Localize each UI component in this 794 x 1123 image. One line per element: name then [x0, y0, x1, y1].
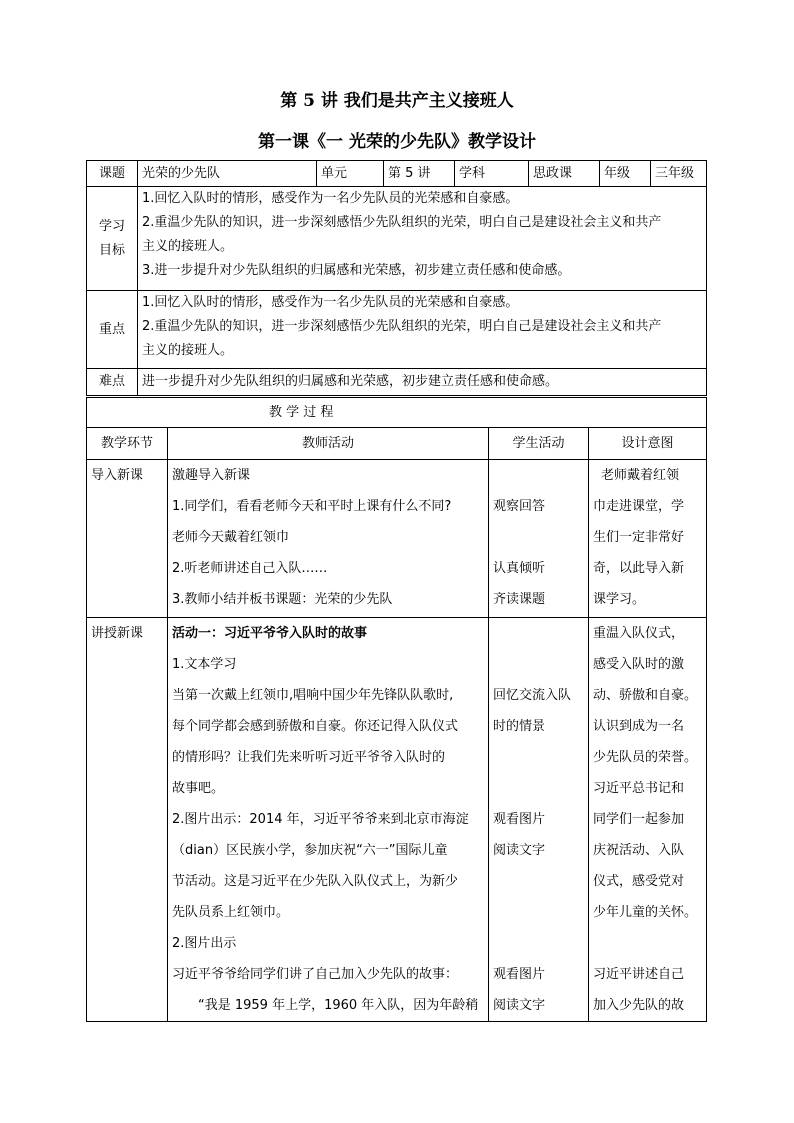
teach-stage: 讲授新课 — [87, 618, 168, 1022]
goals-content: 1.回忆入队时的情形，感受作为一名少先队员的光荣感和自豪感。 2.重温少先队的知识，进一步深刻感悟少先队组织的光荣，明白自己是建设社会主义和共产 主义的接班人。 3.进一步提升对少先队组织的归属感和光荣感，初步建立责任感和使命感。 — [138, 187, 707, 291]
teach-student-activity: 回忆交流入队 时的情景 观看图片 阅读文字 观看图片 阅读文字 — [489, 618, 589, 1022]
intro-teacher-activity: 激趣导入新课 1.同学们，看看老师今天和平时上课有什么不同? 老师今天戴着红领巾 2.听老师讲述自己入队…… 3.教师小结并板书课题：光荣的少先队 — [168, 460, 489, 618]
intro-student-activity: 观察回答 认真倾听 齐读课题 — [489, 460, 589, 618]
key-points-content: 1.回忆入队时的情形，感受作为一名少先队员的光荣感和自豪感。 2.重温少先队的知识，进一步深刻感悟少先队组织的光荣，明白自己是建设社会主义和共产 主义的接班人。 — [138, 291, 707, 369]
key-points-label: 重点 — [87, 291, 138, 369]
difficulty-label: 难点 — [87, 369, 138, 396]
col-intent-header: 设计意图 — [589, 428, 707, 460]
unit-value: 第 5 讲 — [384, 161, 455, 187]
lesson-info-table — [86, 160, 707, 396]
grade-label: 年级 — [600, 161, 651, 187]
col-teacher-header: 教师活动 — [168, 428, 489, 460]
intro-design-intent: 老师戴着红领 巾走进课堂，学 生们一定非常好 奇，以此导入新 课学习。 — [589, 460, 707, 618]
discipline-label: 学科 — [455, 161, 529, 187]
unit-label: 单元 — [317, 161, 384, 187]
teaching-process-table — [86, 397, 707, 1022]
document-title: 第 5 讲 我们是共产主义接班人 — [280, 91, 514, 111]
process-heading: 教 学 过 程 — [87, 398, 707, 428]
col-student-header: 学生活动 — [489, 428, 589, 460]
teach-design-intent: 重温入队仪式， 感受入队时的激 动、骄傲和自豪。 认识到成为一名 少先队员的荣誉。 习近平总书记和 同学们一起参加 庆祝活动、入队 仪式，感受党对 少年儿童的关怀。 习近平讲述自己 加入少先队的故 — [589, 618, 707, 1022]
subject-title-label: 课题 — [87, 161, 138, 187]
teach-teacher-activity: 活动一：习近平爷爷入队时的故事 1.文本学习 当第一次戴上红领巾,唱响中国少年先锋队队歌时, 每个同学都会感到骄傲和自豪。你还记得入队仪式 的情形吗？让我们先来听听习近平爷爷入队时的 故事吧。 2.图片出示：2014 年，习近平爷爷来到北京市海淀 （dian）区民族小学，参加庆祝“六一”国际儿童 节活动。这是习近平在少先队入队仪式上，为新少 先队员系上红领巾。 2.图片出示 习近平爷爷给同学们讲了自己加入少先队的故事： “我是 1959 年上学，1960 年入队，因为年龄稍 — [168, 618, 489, 1022]
discipline-value: 思政课 — [529, 161, 600, 187]
subject-title-value: 光荣的少先队 — [138, 161, 317, 187]
grade-value: 三年级 — [651, 161, 707, 187]
document-subtitle: 第一课《一 光荣的少先队》教学设计 — [258, 132, 536, 152]
difficulty-content: 进一步提升对少先队组织的归属感和光荣感，初步建立责任感和使命感。 — [138, 369, 707, 396]
intro-stage: 导入新课 — [87, 460, 168, 618]
col-stage-header: 教学环节 — [87, 428, 168, 460]
goals-label: 学习 目标 — [87, 187, 138, 291]
